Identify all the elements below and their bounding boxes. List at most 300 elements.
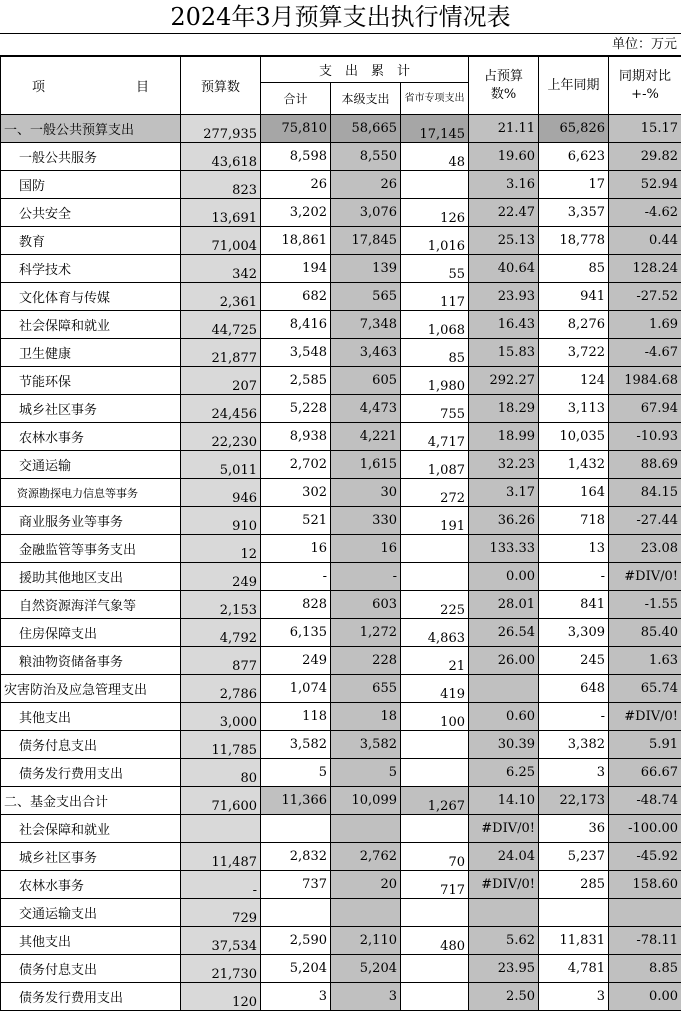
yoy-cell: 67.94 xyxy=(609,395,681,423)
table-row xyxy=(1,311,681,339)
last-year-cell: 841 xyxy=(539,591,609,619)
yoy-cell: 0.00 xyxy=(609,983,681,1011)
last-year-cell: - xyxy=(539,563,609,591)
pct-budget-cell: 14.10 xyxy=(469,787,539,815)
budget-cell: 71,600 xyxy=(181,787,261,815)
own-level-cell: 4,473 xyxy=(331,395,401,423)
yoy-cell: 15.17 xyxy=(609,115,681,143)
last-year-cell: 13 xyxy=(539,535,609,563)
total-cell: - xyxy=(261,563,331,591)
total-cell: 8,938 xyxy=(261,423,331,451)
pct-budget-cell: 6.25 xyxy=(469,759,539,787)
last-year-cell: 11,831 xyxy=(539,927,609,955)
total-cell: 18,861 xyxy=(261,227,331,255)
table-row xyxy=(1,115,681,143)
table-row xyxy=(1,339,681,367)
row-label: 城乡社区事务 xyxy=(1,843,181,871)
pct-budget-cell xyxy=(469,675,539,703)
header-yoy: 同期对比+-% xyxy=(609,57,681,115)
pct-budget-cell: 36.26 xyxy=(469,507,539,535)
pct-budget-cell: 19.60 xyxy=(469,143,539,171)
yoy-cell: 85.40 xyxy=(609,619,681,647)
special-cell: 225 xyxy=(401,591,469,619)
budget-cell: 207 xyxy=(181,367,261,395)
row-label: 自然资源海洋气象等 xyxy=(1,591,181,619)
row-label: 资源勘探电力信息等事务 xyxy=(1,479,181,507)
special-cell: 755 xyxy=(401,395,469,423)
row-label: 债务付息支出 xyxy=(1,955,181,983)
yoy-cell: 128.24 xyxy=(609,255,681,283)
budget-cell: 80 xyxy=(181,759,261,787)
budget-cell: 910 xyxy=(181,507,261,535)
special-cell xyxy=(401,983,469,1011)
table-row xyxy=(1,507,681,535)
special-cell: 1,980 xyxy=(401,367,469,395)
total-cell: 3,202 xyxy=(261,199,331,227)
budget-cell: 729 xyxy=(181,899,261,927)
row-label: 农林水事务 xyxy=(1,423,181,451)
yoy-cell: -48.74 xyxy=(609,787,681,815)
total-cell: 8,416 xyxy=(261,311,331,339)
table-row xyxy=(1,871,681,899)
page-title: 2024年3月预算支出执行情况表 xyxy=(0,0,681,34)
row-label: 一、一般公共预算支出 xyxy=(1,115,181,143)
budget-cell xyxy=(181,815,261,843)
row-label: 债务发行费用支出 xyxy=(1,983,181,1011)
header-special: 省市专项支出 xyxy=(401,83,469,115)
own-level-cell: 26 xyxy=(331,171,401,199)
pct-budget-cell: 3.16 xyxy=(469,171,539,199)
special-cell: 70 xyxy=(401,843,469,871)
last-year-cell xyxy=(539,899,609,927)
last-year-cell: 164 xyxy=(539,479,609,507)
own-level-cell: 18 xyxy=(331,703,401,731)
unit-label: 单位：万元 xyxy=(0,34,681,56)
last-year-cell: 6,623 xyxy=(539,143,609,171)
header-total: 合计 xyxy=(261,83,331,115)
budget-cell: 22,230 xyxy=(181,423,261,451)
budget-cell: 5,011 xyxy=(181,451,261,479)
last-year-cell: 3,722 xyxy=(539,339,609,367)
table-row xyxy=(1,255,681,283)
budget-cell: 249 xyxy=(181,563,261,591)
total-cell: 2,702 xyxy=(261,451,331,479)
special-cell: 17,145 xyxy=(401,115,469,143)
own-level-cell: 20 xyxy=(331,871,401,899)
header-own-level: 本级支出 xyxy=(331,83,401,115)
special-cell xyxy=(401,955,469,983)
row-label: 其他支出 xyxy=(1,703,181,731)
budget-cell: 342 xyxy=(181,255,261,283)
last-year-cell: 17 xyxy=(539,171,609,199)
yoy-cell: -100.00 xyxy=(609,815,681,843)
own-level-cell: 10,099 xyxy=(331,787,401,815)
budget-cell: 43,618 xyxy=(181,143,261,171)
row-label: 科学技术 xyxy=(1,255,181,283)
own-level-cell: 17,845 xyxy=(331,227,401,255)
own-level-cell: - xyxy=(331,563,401,591)
budget-cell: 21,877 xyxy=(181,339,261,367)
pct-budget-cell: 15.83 xyxy=(469,339,539,367)
last-year-cell: 124 xyxy=(539,367,609,395)
row-label: 交通运输支出 xyxy=(1,899,181,927)
total-cell: 302 xyxy=(261,479,331,507)
own-level-cell: 605 xyxy=(331,367,401,395)
total-cell: 118 xyxy=(261,703,331,731)
row-label: 援助其他地区支出 xyxy=(1,563,181,591)
own-level-cell: 603 xyxy=(331,591,401,619)
yoy-cell: -27.52 xyxy=(609,283,681,311)
budget-cell: 13,691 xyxy=(181,199,261,227)
pct-budget-cell: 18.99 xyxy=(469,423,539,451)
budget-cell: 3,000 xyxy=(181,703,261,731)
table-row xyxy=(1,759,681,787)
special-cell: 4,717 xyxy=(401,423,469,451)
own-level-cell: 3,582 xyxy=(331,731,401,759)
pct-budget-cell: 23.95 xyxy=(469,955,539,983)
total-cell: 521 xyxy=(261,507,331,535)
own-level-cell: 330 xyxy=(331,507,401,535)
total-cell: 26 xyxy=(261,171,331,199)
special-cell: 100 xyxy=(401,703,469,731)
row-label: 文化体育与传媒 xyxy=(1,283,181,311)
own-level-cell xyxy=(331,815,401,843)
table-row xyxy=(1,451,681,479)
last-year-cell: 3 xyxy=(539,983,609,1011)
own-level-cell: 5 xyxy=(331,759,401,787)
own-level-cell: 7,348 xyxy=(331,311,401,339)
special-cell: 1,267 xyxy=(401,787,469,815)
total-cell: 682 xyxy=(261,283,331,311)
last-year-cell: 3,113 xyxy=(539,395,609,423)
row-label: 公共安全 xyxy=(1,199,181,227)
total-cell: 2,832 xyxy=(261,843,331,871)
yoy-cell: -4.62 xyxy=(609,199,681,227)
table-row xyxy=(1,647,681,675)
table-row xyxy=(1,815,681,843)
own-level-cell: 1,272 xyxy=(331,619,401,647)
last-year-cell: 85 xyxy=(539,255,609,283)
yoy-cell: -45.92 xyxy=(609,843,681,871)
yoy-cell: #DIV/0! xyxy=(609,703,681,731)
total-cell: 8,598 xyxy=(261,143,331,171)
last-year-cell: 3,309 xyxy=(539,619,609,647)
special-cell: 272 xyxy=(401,479,469,507)
pct-budget-cell: 5.62 xyxy=(469,927,539,955)
row-label: 国防 xyxy=(1,171,181,199)
pct-budget-cell: 3.17 xyxy=(469,479,539,507)
table-row xyxy=(1,927,681,955)
total-cell: 75,810 xyxy=(261,115,331,143)
pct-budget-cell: 133.33 xyxy=(469,535,539,563)
special-cell: 21 xyxy=(401,647,469,675)
special-cell: 4,863 xyxy=(401,619,469,647)
row-label: 农林水事务 xyxy=(1,871,181,899)
table-row xyxy=(1,675,681,703)
table-row xyxy=(1,423,681,451)
last-year-cell: - xyxy=(539,703,609,731)
pct-budget-cell: 26.00 xyxy=(469,647,539,675)
budget-cell: 2,153 xyxy=(181,591,261,619)
total-cell: 1,074 xyxy=(261,675,331,703)
budget-cell: 2,361 xyxy=(181,283,261,311)
total-cell: 5,228 xyxy=(261,395,331,423)
own-level-cell: 2,110 xyxy=(331,927,401,955)
pct-budget-cell: 0.60 xyxy=(469,703,539,731)
table-row xyxy=(1,843,681,871)
special-cell: 117 xyxy=(401,283,469,311)
own-level-cell: 3,463 xyxy=(331,339,401,367)
total-cell: 16 xyxy=(261,535,331,563)
table-row xyxy=(1,983,681,1011)
budget-cell: 71,004 xyxy=(181,227,261,255)
table-row xyxy=(1,199,681,227)
last-year-cell: 8,276 xyxy=(539,311,609,339)
yoy-cell: 84.15 xyxy=(609,479,681,507)
row-label: 城乡社区事务 xyxy=(1,395,181,423)
row-label: 一般公共服务 xyxy=(1,143,181,171)
yoy-cell: 0.44 xyxy=(609,227,681,255)
pct-budget-cell: 22.47 xyxy=(469,199,539,227)
own-level-cell: 8,550 xyxy=(331,143,401,171)
total-cell: 737 xyxy=(261,871,331,899)
special-cell: 55 xyxy=(401,255,469,283)
pct-budget-cell: 21.11 xyxy=(469,115,539,143)
special-cell: 480 xyxy=(401,927,469,955)
own-level-cell: 4,221 xyxy=(331,423,401,451)
yoy-cell: 23.08 xyxy=(609,535,681,563)
own-level-cell: 1,615 xyxy=(331,451,401,479)
yoy-cell: -27.44 xyxy=(609,507,681,535)
budget-cell: 11,785 xyxy=(181,731,261,759)
budget-cell: 37,534 xyxy=(181,927,261,955)
yoy-cell: 1984.68 xyxy=(609,367,681,395)
pct-budget-cell: 25.13 xyxy=(469,227,539,255)
yoy-cell: 5.91 xyxy=(609,731,681,759)
total-cell: 828 xyxy=(261,591,331,619)
own-level-cell: 228 xyxy=(331,647,401,675)
own-level-cell: 3 xyxy=(331,983,401,1011)
own-level-cell: 5,204 xyxy=(331,955,401,983)
budget-cell: - xyxy=(181,871,261,899)
total-cell: 249 xyxy=(261,647,331,675)
table-row xyxy=(1,171,681,199)
pct-budget-cell: 18.29 xyxy=(469,395,539,423)
table-row xyxy=(1,563,681,591)
pct-budget-cell: #DIV/0! xyxy=(469,871,539,899)
own-level-cell: 655 xyxy=(331,675,401,703)
special-cell xyxy=(401,535,469,563)
last-year-cell: 648 xyxy=(539,675,609,703)
row-label: 粮油物资储备事务 xyxy=(1,647,181,675)
header-cumulative: 支 出 累 计 xyxy=(261,57,469,83)
row-label: 金融监管等事务支出 xyxy=(1,535,181,563)
special-cell xyxy=(401,563,469,591)
last-year-cell: 5,237 xyxy=(539,843,609,871)
budget-cell: 44,725 xyxy=(181,311,261,339)
row-label: 社会保障和就业 xyxy=(1,311,181,339)
table-row xyxy=(1,143,681,171)
own-level-cell xyxy=(331,899,401,927)
own-level-cell: 3,076 xyxy=(331,199,401,227)
last-year-cell: 4,781 xyxy=(539,955,609,983)
special-cell: 1,016 xyxy=(401,227,469,255)
total-cell: 5,204 xyxy=(261,955,331,983)
yoy-cell: 1.69 xyxy=(609,311,681,339)
last-year-cell: 3,382 xyxy=(539,731,609,759)
header-last-year: 上年同期 xyxy=(539,57,609,115)
budget-cell: 12 xyxy=(181,535,261,563)
last-year-cell: 65,826 xyxy=(539,115,609,143)
row-label: 交通运输 xyxy=(1,451,181,479)
last-year-cell: 718 xyxy=(539,507,609,535)
special-cell: 85 xyxy=(401,339,469,367)
yoy-cell: 65.74 xyxy=(609,675,681,703)
special-cell xyxy=(401,731,469,759)
pct-budget-cell: 40.64 xyxy=(469,255,539,283)
budget-cell: 120 xyxy=(181,983,261,1011)
yoy-cell: -78.11 xyxy=(609,927,681,955)
special-cell: 126 xyxy=(401,199,469,227)
own-level-cell: 58,665 xyxy=(331,115,401,143)
yoy-cell xyxy=(609,899,681,927)
row-label: 教育 xyxy=(1,227,181,255)
table-row xyxy=(1,955,681,983)
special-cell xyxy=(401,759,469,787)
pct-budget-cell: 0.00 xyxy=(469,563,539,591)
pct-budget-cell: 32.23 xyxy=(469,451,539,479)
budget-cell: 877 xyxy=(181,647,261,675)
row-label: 卫生健康 xyxy=(1,339,181,367)
total-cell xyxy=(261,815,331,843)
own-level-cell: 2,762 xyxy=(331,843,401,871)
table-row xyxy=(1,899,681,927)
special-cell xyxy=(401,171,469,199)
table-row xyxy=(1,731,681,759)
last-year-cell: 1,432 xyxy=(539,451,609,479)
total-cell: 2,585 xyxy=(261,367,331,395)
special-cell: 1,068 xyxy=(401,311,469,339)
yoy-cell: 8.85 xyxy=(609,955,681,983)
total-cell: 3 xyxy=(261,983,331,1011)
budget-table xyxy=(0,56,681,1011)
header-pct-budget: 占预算数% xyxy=(469,57,539,115)
total-cell: 11,366 xyxy=(261,787,331,815)
total-cell: 3,548 xyxy=(261,339,331,367)
header-budget: 预算数 xyxy=(181,57,261,115)
pct-budget-cell: 24.04 xyxy=(469,843,539,871)
yoy-cell: -1.55 xyxy=(609,591,681,619)
row-label: 商业服务业等事务 xyxy=(1,507,181,535)
pct-budget-cell: 28.01 xyxy=(469,591,539,619)
table-row xyxy=(1,367,681,395)
special-cell: 1,087 xyxy=(401,451,469,479)
yoy-cell: 158.60 xyxy=(609,871,681,899)
budget-cell: 946 xyxy=(181,479,261,507)
row-label: 节能环保 xyxy=(1,367,181,395)
total-cell xyxy=(261,899,331,927)
table-row xyxy=(1,619,681,647)
last-year-cell: 36 xyxy=(539,815,609,843)
pct-budget-cell xyxy=(469,899,539,927)
total-cell: 5 xyxy=(261,759,331,787)
row-label: 灾害防治及应急管理支出 xyxy=(1,675,181,703)
yoy-cell: 52.94 xyxy=(609,171,681,199)
pct-budget-cell: 30.39 xyxy=(469,731,539,759)
row-label: 债务发行费用支出 xyxy=(1,759,181,787)
pct-budget-cell: 23.93 xyxy=(469,283,539,311)
budget-cell: 21,730 xyxy=(181,955,261,983)
own-level-cell: 139 xyxy=(331,255,401,283)
last-year-cell: 22,173 xyxy=(539,787,609,815)
pct-budget-cell: 2.50 xyxy=(469,983,539,1011)
table-row xyxy=(1,591,681,619)
total-cell: 194 xyxy=(261,255,331,283)
budget-cell: 277,935 xyxy=(181,115,261,143)
own-level-cell: 30 xyxy=(331,479,401,507)
budget-cell: 2,786 xyxy=(181,675,261,703)
table-row xyxy=(1,283,681,311)
last-year-cell: 285 xyxy=(539,871,609,899)
table-row xyxy=(1,787,681,815)
yoy-cell: -4.67 xyxy=(609,339,681,367)
budget-cell: 24,456 xyxy=(181,395,261,423)
yoy-cell: 66.67 xyxy=(609,759,681,787)
pct-budget-cell: #DIV/0! xyxy=(469,815,539,843)
yoy-cell: 1.63 xyxy=(609,647,681,675)
pct-budget-cell: 26.54 xyxy=(469,619,539,647)
total-cell: 6,135 xyxy=(261,619,331,647)
special-cell: 191 xyxy=(401,507,469,535)
own-level-cell: 16 xyxy=(331,535,401,563)
header-item: 项 目 xyxy=(1,57,181,115)
last-year-cell: 10,035 xyxy=(539,423,609,451)
row-label: 其他支出 xyxy=(1,927,181,955)
special-cell xyxy=(401,899,469,927)
budget-cell: 823 xyxy=(181,171,261,199)
budget-cell: 11,487 xyxy=(181,843,261,871)
special-cell xyxy=(401,815,469,843)
pct-budget-cell: 292.27 xyxy=(469,367,539,395)
table-row xyxy=(1,395,681,423)
last-year-cell: 941 xyxy=(539,283,609,311)
table-row xyxy=(1,479,681,507)
last-year-cell: 18,778 xyxy=(539,227,609,255)
row-label: 住房保障支出 xyxy=(1,619,181,647)
yoy-cell: 29.82 xyxy=(609,143,681,171)
table-row xyxy=(1,227,681,255)
last-year-cell: 245 xyxy=(539,647,609,675)
yoy-cell: 88.69 xyxy=(609,451,681,479)
special-cell: 717 xyxy=(401,871,469,899)
row-label: 债务付息支出 xyxy=(1,731,181,759)
special-cell: 48 xyxy=(401,143,469,171)
last-year-cell: 3,357 xyxy=(539,199,609,227)
pct-budget-cell: 16.43 xyxy=(469,311,539,339)
table-row xyxy=(1,703,681,731)
special-cell: 419 xyxy=(401,675,469,703)
yoy-cell: #DIV/0! xyxy=(609,563,681,591)
budget-cell: 4,792 xyxy=(181,619,261,647)
total-cell: 3,582 xyxy=(261,731,331,759)
last-year-cell: 3 xyxy=(539,759,609,787)
table-row xyxy=(1,535,681,563)
row-label: 二、基金支出合计 xyxy=(1,787,181,815)
own-level-cell: 565 xyxy=(331,283,401,311)
yoy-cell: -10.93 xyxy=(609,423,681,451)
total-cell: 2,590 xyxy=(261,927,331,955)
row-label: 社会保障和就业 xyxy=(1,815,181,843)
